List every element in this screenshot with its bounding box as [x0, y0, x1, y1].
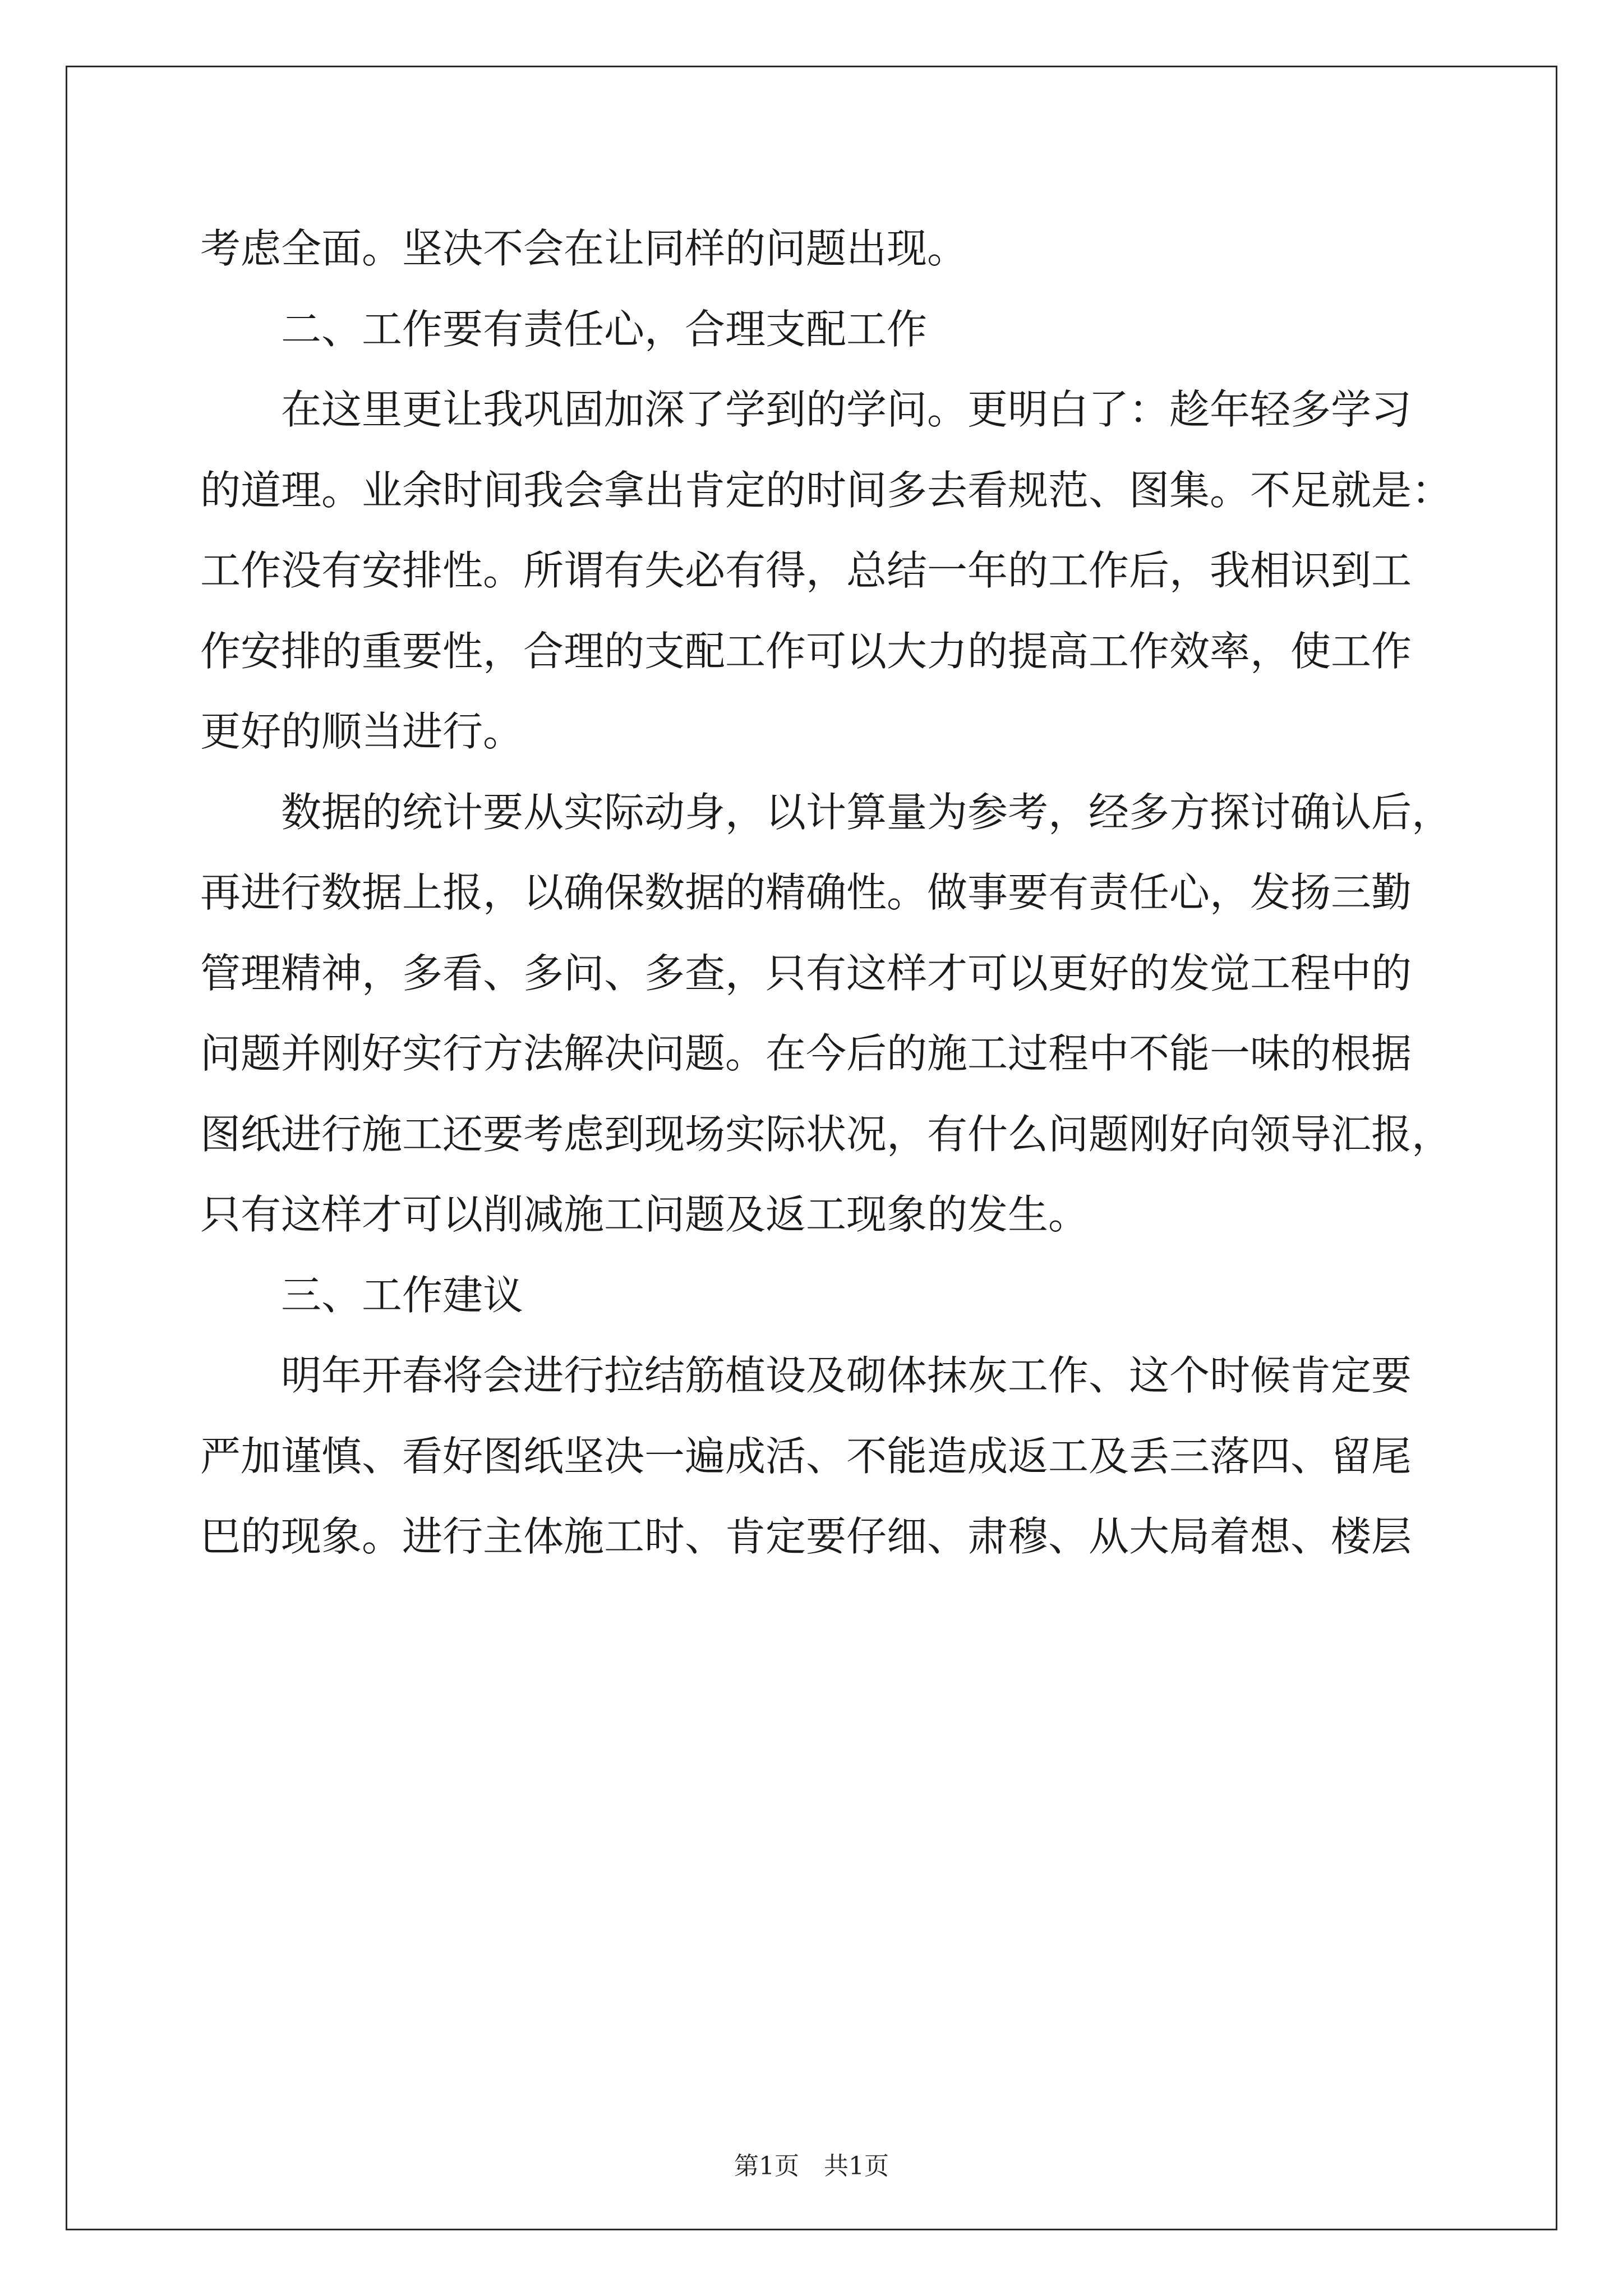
document-body [200, 209, 1453, 1577]
paragraph-line: 图纸进行施工还要考虑到现场实际状况，有什么问题刚好向领导汇报， [200, 1110, 1453, 1158]
paragraph-line: 数据的统计要从实际动身，以计算量为参考，经多方探讨确认后， [281, 788, 1453, 836]
paragraph-line: 作安排的重要性，合理的支配工作可以大力的提高工作效率，使工作 [200, 627, 1412, 675]
section-heading: 二、工作要有责任心，合理支配工作 [281, 305, 928, 353]
paragraph-line: 明年开春将会进行拉结筋植设及砌体抹灰工作、这个时候肯定要 [281, 1352, 1412, 1399]
paragraph-line: 工作没有安排性。所谓有失必有得，总结一年的工作后，我相识到工 [200, 547, 1412, 594]
paragraph-line: 只有这样才可以削减施工问题及返工现象的发生。 [200, 1191, 1089, 1238]
page-footer [0, 2150, 1623, 2183]
paragraph-line: 巴的现象。进行主体施工时、肯定要仔细、肃穆、从大局着想、楼层 [200, 1513, 1412, 1560]
paragraph-line: 更好的顺当进行。 [200, 708, 524, 755]
page-total: 共1页 [824, 2152, 889, 2180]
paragraph-line: 再进行数据上报，以确保数据的精确性。做事要有责任心，发扬三勤 [200, 869, 1412, 916]
section-heading: 三、工作建议 [281, 1271, 524, 1319]
paragraph-line: 管理精神，多看、多问、多查，只有这样才可以更好的发觉工程中的 [200, 949, 1412, 997]
paragraph-line: 在这里更让我巩固加深了学到的学问。更明白了：趁年轻多学习 [281, 386, 1412, 433]
page-number: 第1页 [734, 2152, 799, 2180]
paragraph-line: 考虑全面。坚决不会在让同样的问题出现。 [200, 225, 968, 272]
paragraph-line: 问题并刚好实行方法解决问题。在今后的施工过程中不能一味的根据 [200, 1030, 1412, 1077]
paragraph-line: 严加谨慎、看好图纸坚决一遍成活、不能造成返工及丢三落四、留尾 [200, 1432, 1412, 1480]
paragraph-line: 的道理。业余时间我会拿出肯定的时间多去看规范、图集。不足就是： [200, 466, 1453, 514]
